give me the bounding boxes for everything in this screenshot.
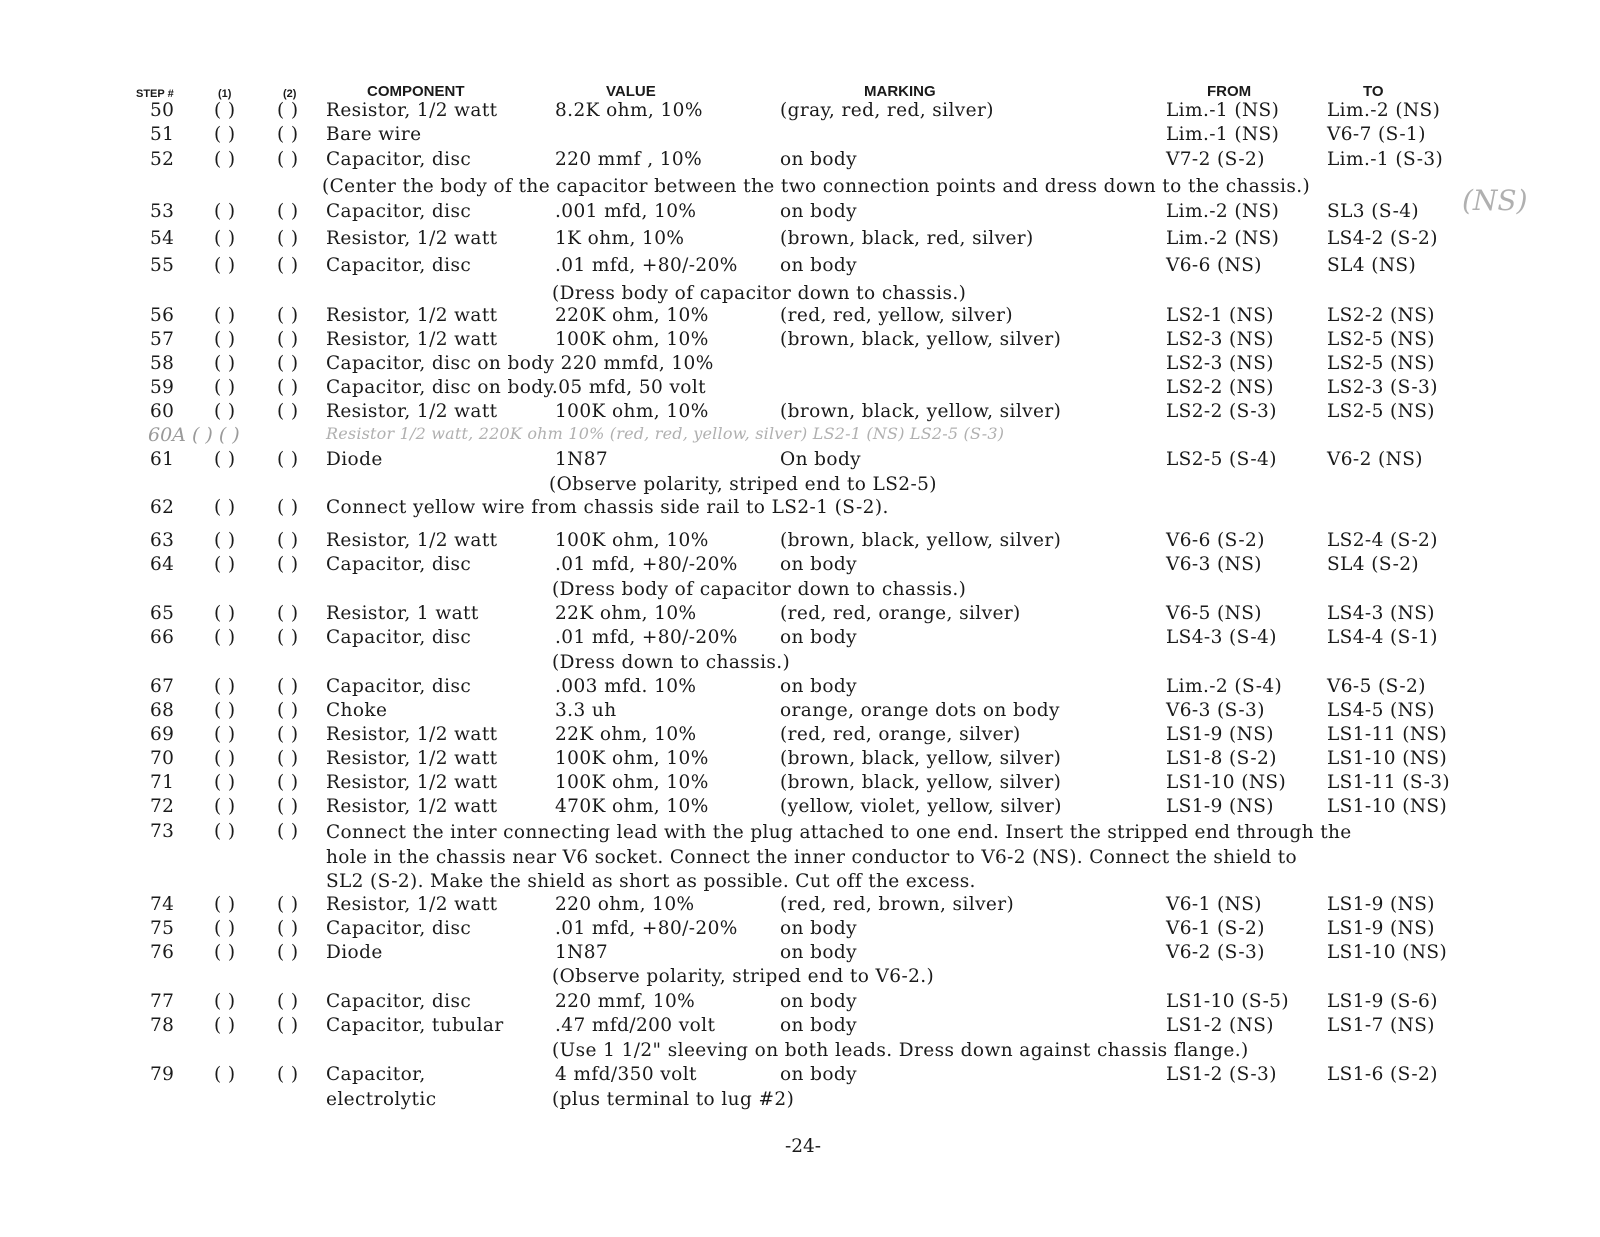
table-row	[0, 554, 1600, 578]
step-number: 75	[150, 918, 175, 939]
check-box-1[interactable]: ( )	[214, 991, 236, 1012]
table-row	[0, 255, 1600, 279]
step-number: 60	[150, 401, 175, 422]
component-cell: Resistor, 1/2 watt	[326, 305, 498, 326]
value-cell: 3.3 uh	[555, 700, 617, 721]
note-step-66: (Dress down to chassis.)	[552, 652, 791, 673]
handwritten-step-60a-text: Resistor 1/2 watt, 220K ohm 10% (red, red, yellow, silver) LS2-1 (NS) LS2-5 (S-3)	[326, 424, 1005, 443]
from-cell: LS1-10 (S-5)	[1166, 991, 1290, 1012]
to-cell: LS1-9 (S-6)	[1327, 991, 1438, 1012]
check-box-2[interactable]: ( )	[277, 530, 299, 551]
to-cell: LS4-3 (NS)	[1327, 603, 1435, 624]
table-row	[0, 603, 1600, 627]
from-cell: V6-3 (NS)	[1166, 554, 1262, 575]
note-step-79-component: electrolytic	[326, 1089, 437, 1110]
header-from: FROM	[1207, 83, 1252, 100]
check-box-1[interactable]: ( )	[214, 353, 236, 374]
from-cell: V7-2 (S-2)	[1166, 149, 1265, 170]
component-cell: Capacitor,	[326, 1064, 426, 1085]
value-cell: 100K ohm, 10%	[555, 748, 709, 769]
check-box-1[interactable]: ( )	[214, 124, 236, 145]
check-box-1[interactable]: ( )	[214, 255, 236, 276]
from-cell: V6-6 (S-2)	[1166, 530, 1265, 551]
check-box-1[interactable]: ( )	[214, 530, 236, 551]
note-step-52: (Center the body of the capacitor between the two connection points and dress down to the chassis.)	[322, 176, 1311, 197]
step-number: 56	[150, 305, 175, 326]
check-box-1[interactable]: ( )	[214, 748, 236, 769]
marking-cell: (brown, black, yellow, silver)	[780, 772, 1062, 793]
to-cell: V6-2 (NS)	[1327, 449, 1423, 470]
to-cell: LS1-10 (NS)	[1327, 942, 1448, 963]
check-box-2[interactable]: ( )	[277, 700, 299, 721]
to-cell: LS1-11 (NS)	[1327, 724, 1448, 745]
paragraph-step-73	[326, 821, 1352, 895]
check-box-2[interactable]: ( )	[277, 255, 299, 276]
from-cell: LS1-9 (NS)	[1166, 796, 1274, 817]
marking-cell: on body	[780, 918, 858, 939]
component-cell: Capacitor, tubular	[326, 1015, 504, 1036]
marking-cell: on body	[780, 1064, 858, 1085]
value-cell: 1N87	[555, 449, 609, 470]
marking-cell: on body	[780, 149, 858, 170]
to-cell: SL4 (NS)	[1327, 255, 1417, 276]
marking-cell: (yellow, violet, yellow, silver)	[780, 796, 1062, 817]
step-number: 50	[150, 100, 175, 121]
from-cell: V6-1 (NS)	[1166, 894, 1262, 915]
step-number: 59	[150, 377, 175, 398]
marking-cell: (red, red, brown, silver)	[780, 894, 1015, 915]
marking-cell: on body	[780, 627, 858, 648]
marking-cell: (brown, black, yellow, silver)	[780, 748, 1062, 769]
value-cell: 1K ohm, 10%	[555, 228, 685, 249]
value-cell: .01 mfd, +80/-20%	[555, 627, 738, 648]
to-cell: LS1-6 (S-2)	[1327, 1064, 1438, 1085]
check-box-2[interactable]: ( )	[277, 748, 299, 769]
value-cell: .001 mfd, 10%	[555, 201, 697, 222]
component-cell: Resistor, 1 watt	[326, 603, 479, 624]
check-box-1[interactable]: ( )	[214, 377, 236, 398]
check-box-1[interactable]: ( )	[214, 627, 236, 648]
component-cell: Resistor, 1/2 watt	[326, 329, 498, 350]
table-row	[0, 1064, 1600, 1088]
from-cell: V6-2 (S-3)	[1166, 942, 1265, 963]
from-cell: LS2-3 (NS)	[1166, 353, 1274, 374]
table-row	[0, 329, 1600, 353]
from-cell: V6-1 (S-2)	[1166, 918, 1265, 939]
note-step-55: (Dress body of capacitor down to chassis.)	[552, 283, 967, 304]
from-cell: LS2-2 (S-3)	[1166, 401, 1277, 422]
marking-cell: (red, red, orange, silver)	[780, 603, 1021, 624]
to-cell: Lim.-1 (S-3)	[1327, 149, 1444, 170]
marking-cell: (brown, black, yellow, silver)	[780, 530, 1062, 551]
step-number: 55	[150, 255, 175, 276]
header-marking: MARKING	[864, 83, 936, 100]
component-cell: Capacitor, disc	[326, 201, 472, 222]
check-box-2[interactable]: ( )	[277, 676, 299, 697]
marking-cell: on body	[780, 1015, 858, 1036]
table-row	[0, 100, 1600, 124]
component-cell: Resistor, 1/2 watt	[326, 796, 498, 817]
component-cell: Choke	[326, 700, 388, 721]
value-cell: .47 mfd/200 volt	[555, 1015, 716, 1036]
step-number: 64	[150, 554, 175, 575]
check-box-2[interactable]: ( )	[277, 201, 299, 222]
table-row	[0, 1015, 1600, 1039]
to-cell: Lim.-2 (NS)	[1327, 100, 1441, 121]
step-number: 74	[150, 894, 175, 915]
from-cell: LS1-9 (NS)	[1166, 724, 1274, 745]
check-box-2[interactable]: ( )	[277, 894, 299, 915]
table-row	[0, 700, 1600, 724]
value-cell: .003 mfd. 10%	[555, 676, 697, 697]
component-cell: Diode	[326, 942, 383, 963]
from-cell: Lim.-2 (NS)	[1166, 201, 1280, 222]
value-cell: 1N87	[555, 942, 609, 963]
step-number: 53	[150, 201, 175, 222]
check-box-2[interactable]: ( )	[277, 603, 299, 624]
header-component: COMPONENT	[367, 83, 465, 100]
value-cell: 100K ohm, 10%	[555, 772, 709, 793]
component-cell: Resistor, 1/2 watt	[326, 228, 498, 249]
check-box-2[interactable]: ( )	[277, 991, 299, 1012]
header-check-1: (1)	[218, 88, 232, 100]
handwritten-note-ns: (NS)	[1462, 184, 1528, 217]
value-cell: 100K ohm, 10%	[555, 329, 709, 350]
note-step-61: (Observe polarity, striped end to LS2-5)	[549, 474, 937, 495]
table-row	[0, 149, 1600, 173]
check-box-1[interactable]: ( )	[214, 228, 236, 249]
table-row	[0, 377, 1600, 401]
to-cell: LS2-2 (NS)	[1327, 305, 1435, 326]
step-number: 72	[150, 796, 175, 817]
from-cell: Lim.-2 (NS)	[1166, 228, 1280, 249]
component-cell: Capacitor, disc	[326, 255, 472, 276]
check-box-1[interactable]: ( )	[214, 401, 236, 422]
check-box-1[interactable]: ( )	[214, 772, 236, 793]
step-number: 52	[150, 149, 175, 170]
component-cell: Resistor, 1/2 watt	[326, 100, 498, 121]
check-box-2[interactable]: ( )	[277, 724, 299, 745]
note-step-79-value: (plus terminal to lug #2)	[552, 1089, 795, 1110]
check-box-1[interactable]: ( )	[214, 100, 236, 121]
paragraph-line-1: Connect the inter connecting lead with the plug attached to one end. Insert the stripped end through the	[326, 822, 1352, 843]
header-to: TO	[1363, 83, 1384, 100]
value-cell: 4 mfd/350 volt	[555, 1064, 697, 1085]
check-box-2[interactable]: ( )	[277, 1064, 299, 1085]
check-box-2[interactable]: ( )	[277, 401, 299, 422]
to-cell: LS4-4 (S-1)	[1327, 627, 1438, 648]
value-cell: 22K ohm, 10%	[555, 603, 697, 624]
note-step-64: (Dress body of capacitor down to chassis.)	[552, 579, 967, 600]
to-cell: LS1-7 (NS)	[1327, 1015, 1435, 1036]
to-cell: LS4-5 (NS)	[1327, 700, 1435, 721]
to-cell: LS2-4 (S-2)	[1327, 530, 1438, 551]
value-cell: 22K ohm, 10%	[555, 724, 697, 745]
check-box-1[interactable]: ( )	[214, 1015, 236, 1036]
table-row	[0, 894, 1600, 918]
to-cell: LS1-9 (NS)	[1327, 918, 1435, 939]
check-box-1[interactable]: ( )	[214, 1064, 236, 1085]
check-box-1[interactable]: ( )	[214, 201, 236, 222]
to-cell: SL3 (S-4)	[1327, 201, 1420, 222]
step-number: 65	[150, 603, 175, 624]
table-row	[0, 530, 1600, 554]
table-row	[0, 918, 1600, 942]
value-cell: 470K ohm, 10%	[555, 796, 709, 817]
check-box-1[interactable]: ( )	[214, 149, 236, 170]
component-cell: Resistor, 1/2 watt	[326, 772, 498, 793]
check-box-1[interactable]: ( )	[214, 497, 236, 518]
check-box-2[interactable]: ( )	[277, 353, 299, 374]
check-box-1[interactable]: ( )	[214, 329, 236, 350]
check-box-2[interactable]: ( )	[277, 305, 299, 326]
table-row	[0, 942, 1600, 966]
marking-cell: (brown, black, yellow, silver)	[780, 401, 1062, 422]
table-row	[0, 353, 1600, 377]
from-cell: LS1-10 (NS)	[1166, 772, 1287, 793]
value-cell: .01 mfd, +80/-20%	[555, 918, 738, 939]
check-box-2[interactable]: ( )	[277, 449, 299, 470]
check-box-2[interactable]: ( )	[277, 942, 299, 963]
component-cell: Resistor, 1/2 watt	[326, 724, 498, 745]
table-row	[0, 228, 1600, 252]
marking-cell: (red, red, yellow, silver)	[780, 305, 1013, 326]
value-cell: .01 mfd, +80/-20%	[555, 255, 738, 276]
component-cell: Capacitor, disc	[326, 676, 472, 697]
value-cell: 8.2K ohm, 10%	[555, 100, 703, 121]
step-number: 77	[150, 991, 175, 1012]
check-box-1[interactable]: ( )	[214, 676, 236, 697]
check-box-2[interactable]: ( )	[277, 228, 299, 249]
note-step-78: (Use 1 1/2" sleeving on both leads. Dress down against chassis flange.)	[552, 1040, 1249, 1061]
marking-cell: on body	[780, 255, 858, 276]
marking-cell: on body	[780, 942, 858, 963]
value-cell: 220 ohm, 10%	[555, 894, 695, 915]
header-step: STEP #	[136, 88, 174, 100]
check-box-1[interactable]: ( )	[214, 700, 236, 721]
component-cell: Capacitor, disc on body 220 mmfd, 10%	[326, 353, 714, 374]
component-cell: Capacitor, disc	[326, 627, 472, 648]
component-cell: Capacitor, disc on body.05 mfd, 50 volt	[326, 377, 706, 398]
value-cell: 220 mmf, 10%	[555, 991, 696, 1012]
component-cell: Capacitor, disc	[326, 991, 472, 1012]
from-cell: LS1-2 (S-3)	[1166, 1064, 1277, 1085]
check-box-1[interactable]: ( )	[214, 603, 236, 624]
from-cell: LS2-5 (S-4)	[1166, 449, 1277, 470]
note-step-76: (Observe polarity, striped end to V6-2.)	[552, 966, 935, 987]
value-cell: 100K ohm, 10%	[555, 401, 709, 422]
table-row	[0, 449, 1600, 473]
header-check-2: (2)	[283, 88, 297, 100]
check-box-2[interactable]: ( )	[277, 497, 299, 518]
from-cell: LS1-2 (NS)	[1166, 1015, 1274, 1036]
component-cell: Resistor, 1/2 watt	[326, 401, 498, 422]
from-cell: LS1-8 (S-2)	[1166, 748, 1277, 769]
component-cell: Resistor, 1/2 watt	[326, 530, 498, 551]
from-cell: LS2-2 (NS)	[1166, 377, 1274, 398]
step-number: 58	[150, 353, 175, 374]
step-number: 54	[150, 228, 175, 249]
to-cell: LS1-10 (NS)	[1327, 748, 1448, 769]
table-row	[0, 401, 1600, 425]
table-row	[0, 497, 1600, 521]
check-box-1[interactable]: ( )	[214, 724, 236, 745]
check-box-1[interactable]: ( )	[214, 821, 236, 842]
from-cell: V6-5 (NS)	[1166, 603, 1262, 624]
from-cell: LS2-3 (NS)	[1166, 329, 1274, 350]
marking-cell: (gray, red, red, silver)	[780, 100, 994, 121]
step-number: 63	[150, 530, 175, 551]
component-cell: Bare wire	[326, 124, 422, 145]
marking-cell: on body	[780, 554, 858, 575]
table-row	[0, 748, 1600, 772]
step-number: 78	[150, 1015, 175, 1036]
check-box-2[interactable]: ( )	[277, 377, 299, 398]
from-cell: Lim.-1 (NS)	[1166, 124, 1280, 145]
to-cell: SL4 (S-2)	[1327, 554, 1420, 575]
check-box-1[interactable]: ( )	[214, 554, 236, 575]
table-row	[0, 724, 1600, 748]
to-cell: LS1-11 (S-3)	[1327, 772, 1451, 793]
marking-cell: on body	[780, 991, 858, 1012]
table-row	[0, 796, 1600, 820]
check-box-2[interactable]: ( )	[277, 149, 299, 170]
step-number: 51	[150, 124, 175, 145]
marking-cell: (red, red, orange, silver)	[780, 724, 1021, 745]
to-cell: LS2-5 (NS)	[1327, 329, 1435, 350]
component-cell: Capacitor, disc	[326, 149, 472, 170]
to-cell: LS2-5 (NS)	[1327, 401, 1435, 422]
value-cell: 220K ohm, 10%	[555, 305, 709, 326]
marking-cell: on body	[780, 676, 858, 697]
check-box-1[interactable]: ( )	[214, 305, 236, 326]
step-number: 70	[150, 748, 175, 769]
step-number: 67	[150, 676, 175, 697]
step-number: 57	[150, 329, 175, 350]
step-number: 66	[150, 627, 175, 648]
check-box-2[interactable]: ( )	[277, 918, 299, 939]
table-row	[0, 305, 1600, 329]
table-row	[0, 772, 1600, 796]
from-cell: LS4-3 (S-4)	[1166, 627, 1277, 648]
check-box-2[interactable]: ( )	[277, 627, 299, 648]
step-number: 71	[150, 772, 175, 793]
table-row	[0, 676, 1600, 700]
check-box-2[interactable]: ( )	[277, 796, 299, 817]
marking-cell: (brown, black, red, silver)	[780, 228, 1034, 249]
value-cell: 220 mmf , 10%	[555, 149, 703, 170]
step-number: 76	[150, 942, 175, 963]
check-box-1[interactable]: ( )	[214, 796, 236, 817]
to-cell: LS4-2 (S-2)	[1327, 228, 1438, 249]
component-cell: Resistor, 1/2 watt	[326, 894, 498, 915]
check-box-2[interactable]: ( )	[277, 772, 299, 793]
to-cell: V6-5 (S-2)	[1327, 676, 1426, 697]
step-number: 62	[150, 497, 175, 518]
marking-cell: on body	[780, 201, 858, 222]
check-box-1[interactable]: ( )	[214, 894, 236, 915]
check-box-2[interactable]: ( )	[277, 124, 299, 145]
to-cell: LS1-10 (NS)	[1327, 796, 1448, 817]
marking-cell: On body	[780, 449, 862, 470]
check-box-2[interactable]: ( )	[277, 100, 299, 121]
value-cell: .01 mfd, +80/-20%	[555, 554, 738, 575]
to-cell: V6-7 (S-1)	[1327, 124, 1426, 145]
paragraph-line-3: SL2 (S-2). Make the shield as short as possible. Cut off the excess.	[326, 871, 976, 892]
check-box-2[interactable]: ( )	[277, 1015, 299, 1036]
component-cell: Capacitor, disc	[326, 554, 472, 575]
component-cell: Connect yellow wire from chassis side rail to LS2-1 (S-2).	[326, 497, 889, 518]
table-row	[0, 201, 1600, 225]
check-box-1[interactable]: ( )	[214, 942, 236, 963]
from-cell: LS2-1 (NS)	[1166, 305, 1274, 326]
step-number: 69	[150, 724, 175, 745]
table-row	[0, 627, 1600, 651]
check-box-2[interactable]: ( )	[277, 821, 299, 842]
check-box-2[interactable]: ( )	[277, 554, 299, 575]
from-cell: Lim.-1 (NS)	[1166, 100, 1280, 121]
to-cell: LS2-5 (NS)	[1327, 353, 1435, 374]
check-box-1[interactable]: ( )	[214, 918, 236, 939]
from-cell: V6-6 (NS)	[1166, 255, 1262, 276]
value-cell: 100K ohm, 10%	[555, 530, 709, 551]
step-number: 73	[150, 821, 175, 842]
component-cell: Resistor, 1/2 watt	[326, 748, 498, 769]
check-box-2[interactable]: ( )	[277, 329, 299, 350]
step-number: 61	[150, 449, 175, 470]
step-number: 68	[150, 700, 175, 721]
to-cell: LS2-3 (S-3)	[1327, 377, 1438, 398]
component-cell: Diode	[326, 449, 383, 470]
page-number: -24-	[785, 1136, 822, 1157]
check-box-1[interactable]: ( )	[214, 449, 236, 470]
from-cell: Lim.-2 (S-4)	[1166, 676, 1283, 697]
step-number: 79	[150, 1064, 175, 1085]
paragraph-line-2: hole in the chassis near V6 socket. Connect the inner conductor to V6-2 (NS). Connect the shield to	[326, 846, 1298, 868]
from-cell: V6-3 (S-3)	[1166, 700, 1265, 721]
table-row	[0, 991, 1600, 1015]
component-cell: Capacitor, disc	[326, 918, 472, 939]
header-value: VALUE	[606, 83, 656, 100]
handwritten-step-60a: 60A ( ) ( )	[148, 424, 240, 446]
to-cell: LS1-9 (NS)	[1327, 894, 1435, 915]
marking-cell: orange, orange dots on body	[780, 700, 1060, 721]
table-row	[0, 124, 1600, 148]
marking-cell: (brown, black, yellow, silver)	[780, 329, 1062, 350]
